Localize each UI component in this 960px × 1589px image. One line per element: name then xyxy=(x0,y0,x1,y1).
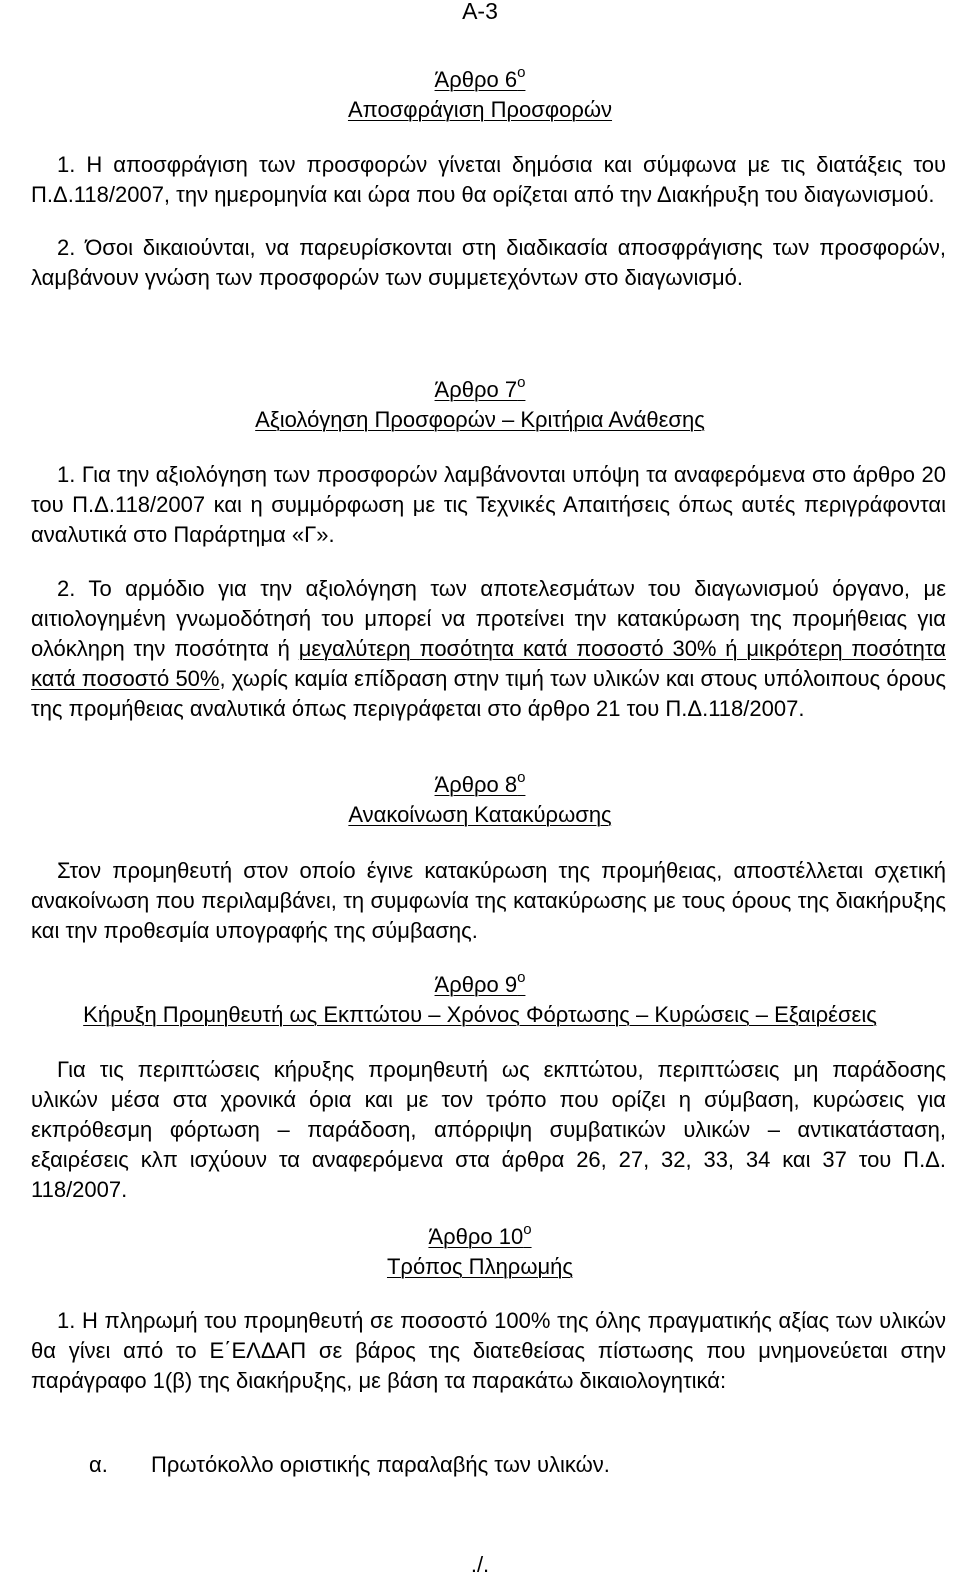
article-10-paragraph-1: 1. Η πληρωμή του προμηθευτή σε ποσοστό 100% της όλης πραγματικής αξίας των υλικών θα γίνει από το Ε΄ΕΛΔΑΠ σε βάρος της διατεθείσας πίστωσης που μνημονεύεται στην παράγραφο 1(β) της διακήρυξης, με βάση τα παρακάτω δικαιολογητικά: xyxy=(31,1308,946,1393)
article-7-paragraph-2-end: , χωρίς καμία επίδραση στην τιμή των υλικών και στους υπόλοιπους όρους της προμήθειας αναλυτικά όπως περιγράφεται στο άρθρο 21 του Π.Δ.118/2007. xyxy=(31,666,946,721)
article-7-heading xyxy=(0,375,960,435)
list-item-marker: α. xyxy=(89,1452,108,1477)
article-6-heading xyxy=(0,65,960,125)
article-7-paragraph-2 xyxy=(31,574,946,724)
article-9-paragraph-1: Για τις περιπτώσεις κήρυξης προμηθευτή ως εκπτώτου, περιπτώσεις μη παράδοσης υλικών μέσα στα χρονικά όρια και με τον τρόπο που ορίζει η σύμβαση, κυρώσεις για εκπρόθεσμη φόρτωση – παράδοση, απόρριψη συμβατικών υλικών – αντικατάσταση, εξαιρέσεις κλπ ισχύουν τα αναφερόμενα στα άρθρα 26, 27, 32, 33, 34 και 37 του Π.Δ. 118/2007. xyxy=(31,1057,946,1202)
article-7-ordinal: ο xyxy=(517,373,526,391)
article-10-title: Τρόπος Πληρωμής xyxy=(386,1254,574,1279)
article-7-paragraph-2-underlined: μεγαλύτερη ποσότητα κατά ποσοστό 30% ή μικρότερη ποσότητα κατά ποσοστό 50% xyxy=(31,636,946,691)
article-9-ordinal: ο xyxy=(517,968,526,986)
article-7-paragraph-2-start: 2. Το αρμόδιο για την αξιολόγηση των αποτελεσμάτων του διαγωνισμού όργανο, με αιτιολογημένη γνωμοδότησή του μπορεί να προτείνει την κατακύρωση της προμήθειας για ολόκληρη την ποσότητα ή xyxy=(31,576,946,661)
article-6-title: Αποσφράγιση Προσφορών xyxy=(347,97,613,122)
article-7-label: Άρθρο 7 xyxy=(434,377,518,402)
article-8-ordinal: ο xyxy=(517,768,526,786)
article-10-heading xyxy=(0,1222,960,1282)
article-10-ordinal: ο xyxy=(523,1220,532,1238)
article-8-label: Άρθρο 8 xyxy=(434,772,518,797)
article-8-paragraph-1: Στον προμηθευτή στον οποίο έγινε κατακύρωση της προμήθειας, αποστέλλεται σχετική ανακοίνωση που περιλαμβάνει, τη συμφωνία της κατακύρωσης με τους όρους της διακήρυξης και την προθεσμία υπογραφής της σύμβασης. xyxy=(31,858,946,943)
continuation-mark: ./. xyxy=(470,1552,490,1577)
article-7-title: Αξιολόγηση Προσφορών – Κριτήρια Ανάθεσης xyxy=(255,407,705,432)
article-8-title: Ανακοίνωση Κατακύρωσης xyxy=(348,802,612,827)
article-8-heading xyxy=(0,770,960,830)
article-10-list-item xyxy=(89,1450,889,1480)
article-6-label: Άρθρο 6 xyxy=(434,67,518,92)
article-6-ordinal: ο xyxy=(517,63,526,81)
article-6-paragraph-1: 1. Η αποσφράγιση των προσφορών γίνεται δημόσια και σύμφωνα με τις διατάξεις του Π.Δ.118/2007, την ημερομηνία και ώρα που θα ορίζεται από την Διακήρυξη του διαγωνισμού. xyxy=(31,152,946,207)
article-7-paragraph-1: 1. Για την αξιολόγηση των προσφορών λαμβάνονται υπόψη τα αναφερόμενα στο άρθρο 20 του Π.Δ.118/2007 και η συμμόρφωση με τις Τεχνικές Απαιτήσεις όπως αυτές περιγράφονται αναλυτικά στο Παράρτημα «Γ». xyxy=(31,462,946,547)
article-6-paragraph-2: 2. Όσοι δικαιούνται, να παρευρίσκονται στη διαδικασία αποσφράγισης των προσφορών, λαμβάνουν γνώση των προσφορών των συμμετεχόντων στο διαγωνισμό. xyxy=(31,235,946,290)
article-10-label: Άρθρο 10 xyxy=(428,1224,524,1249)
article-9-title: Κήρυξη Προμηθευτή ως Εκπτώτου – Χρόνος Φόρτωσης – Κυρώσεις – Εξαιρέσεις xyxy=(83,1002,877,1027)
page-number: Α-3 xyxy=(462,0,498,24)
list-item-text: Πρωτόκολλο οριστικής παραλαβής των υλικών. xyxy=(151,1452,610,1477)
article-9-heading xyxy=(0,970,960,1030)
article-9-label: Άρθρο 9 xyxy=(434,972,518,997)
